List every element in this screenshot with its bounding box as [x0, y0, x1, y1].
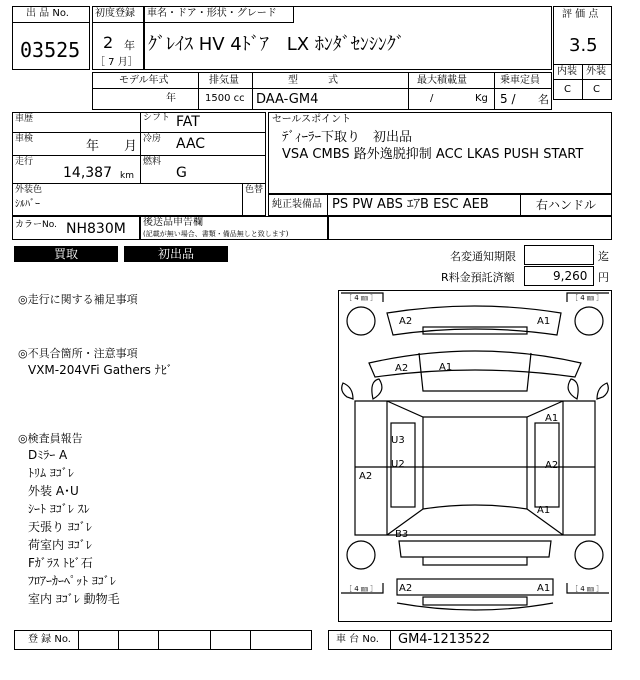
details-block: [12, 112, 266, 216]
docs-label: 後送品申告欄: [143, 217, 203, 228]
inspector-item: 室内 ﾖｺﾞﾚ 動物毛: [28, 592, 120, 606]
notice-label: 名変通知期限: [450, 250, 516, 263]
fuel-label: 燃料: [143, 157, 162, 167]
shift-label: シフト: [143, 113, 171, 123]
chassis-number: GM4-1213522: [398, 632, 491, 647]
inspector-item: ﾄﾘﾑ ﾖｺﾞﾚ: [28, 466, 74, 480]
car-name: ｸﾞﾚｲｽ HV 4ﾄﾞｱ LX ﾎﾝﾀﾞｾﾝｼﾝｸﾞ: [148, 34, 405, 55]
defects-line: VXM-204VFi Gathers ﾅﾋﾞ: [28, 363, 173, 377]
max-load-label: 最大積載量: [417, 75, 467, 86]
damage-mark: A2: [545, 460, 559, 471]
tire-depth-rear-right: ［ 4 ㎜ ］: [571, 585, 604, 593]
damage-mark: A1: [537, 316, 551, 327]
damage-mark: A1: [537, 583, 551, 594]
first-reg-year: 2: [103, 33, 114, 52]
damage-mark: U2: [391, 459, 405, 470]
damage-mark: A2: [399, 583, 413, 594]
notice-box: [524, 245, 594, 265]
tire-depth-front-left: ［ 4 ㎜ ］: [345, 294, 378, 302]
mileage-value: 14,387: [63, 165, 112, 181]
chassis-label: 車 台 No.: [336, 634, 379, 645]
recycle-label: R料金預託済額: [441, 271, 515, 284]
inspector-item: 外装 A･U: [28, 484, 79, 498]
inspector-title: ◎検査員報告: [18, 432, 83, 445]
inspector-item: ｼｰﾄ ﾖｺﾞﾚ ｽﾚ: [28, 502, 90, 516]
history-label: 車歴: [15, 114, 34, 124]
first-reg-year-unit: 年: [124, 39, 135, 52]
defects-title: ◎不具合箇所・注意事項: [18, 347, 138, 360]
recycle-amount: 9,260: [553, 269, 588, 283]
car-diagram: [339, 291, 611, 621]
mileage-unit: km: [120, 171, 134, 181]
inspector-item: Dﾐﾗｰ A: [28, 448, 68, 462]
color-no: NH830M: [66, 221, 126, 237]
color-value: ｼﾙﾊﾞｰ: [15, 199, 40, 210]
equipment-list: PS PW ABS ｴｱB ESC AEB: [332, 197, 489, 212]
capacity-label: 乗車定員: [500, 75, 540, 86]
mileage-label: 走行: [15, 157, 34, 167]
tire-depth-front-right: ［ 4 ㎜ ］: [571, 294, 604, 302]
capacity-unit: 名: [538, 93, 549, 106]
inspector-item: ﾌﾛｱｰｶｰﾍﾟｯﾄ ﾖｺﾞﾚ: [28, 574, 116, 588]
sales-point-line2: VSA CMBS 路外逸脱抑制 ACC LKAS PUSH START: [282, 147, 584, 162]
tire-depth-rear-left: ［ 4 ㎜ ］: [345, 585, 378, 593]
capacity: 5 /: [500, 92, 516, 106]
damage-mark: U3: [391, 435, 405, 446]
inspection-year: 年: [86, 139, 100, 154]
max-load-slash: /: [430, 93, 434, 104]
inspector-item: 天張り ﾖｺﾞﾚ: [28, 520, 92, 534]
car-name-label: 車名・ドア・形状・グレード: [147, 8, 277, 19]
score-label: 評 価 点: [562, 9, 599, 20]
model-type-label: 型 式: [288, 75, 338, 86]
ac-label: 冷房: [143, 134, 162, 144]
exterior-score: C: [593, 84, 600, 95]
docs-blank-cell: [328, 216, 612, 240]
steering-side: 右ハンドル: [536, 198, 597, 212]
damage-mark: A1: [537, 505, 551, 516]
model-code: DAA-GM4: [256, 92, 319, 107]
damage-mark: A2: [399, 316, 413, 327]
color-label: 外装色: [15, 185, 43, 195]
displacement-label: 排気量: [209, 75, 239, 86]
ac-value: AAC: [176, 136, 206, 152]
damage-mark: A2: [359, 471, 373, 482]
damage-mark: A1: [439, 362, 453, 373]
model-year-unit: 年: [166, 93, 176, 104]
docs-note: (記載が無い場合、書類・備品無しと致します): [143, 230, 289, 238]
color-no-label: カラーNo.: [15, 220, 57, 230]
badge-buyout: 買取: [14, 246, 118, 262]
inspection-month: 月: [124, 139, 138, 154]
driving-notes-title: ◎走行に関する補足事項: [18, 293, 138, 306]
inspector-item: Fｶﾞﾗｽ ﾄﾋﾞ石: [28, 556, 93, 570]
lot-label: 出 品 No.: [26, 8, 69, 19]
equipment-label: 純正装備品: [272, 199, 322, 210]
interior-label: 内装: [557, 66, 577, 77]
max-load-unit: Kg: [475, 93, 488, 104]
inspection-label: 車検: [15, 134, 34, 144]
registration-label: 登 録 No.: [28, 634, 71, 645]
score-value: 3.5: [569, 35, 598, 56]
first-reg-month: ［ 7 月］: [95, 57, 138, 68]
model-year-label: モデル年式: [119, 75, 169, 86]
badge-first-listing: 初出品: [124, 246, 228, 262]
interior-score: C: [564, 84, 571, 95]
recycle-unit: 円: [598, 271, 609, 284]
sales-point-line1: ﾃﾞｨｰﾗｰ下取り 初出品: [282, 130, 413, 145]
displacement: 1500 cc: [205, 93, 245, 104]
color-change-label: 色替: [245, 185, 264, 195]
exterior-label: 外装: [586, 66, 606, 77]
sales-point-title: セールスポイント: [272, 114, 352, 125]
notice-unit: 迄: [598, 250, 609, 263]
inspector-item: 荷室内 ﾖｺﾞﾚ: [28, 538, 92, 552]
shift-value: FAT: [176, 114, 200, 130]
lot-number: 03525: [20, 38, 81, 62]
first-reg-label: 初度登録: [95, 8, 135, 19]
damage-mark: A2: [395, 363, 409, 374]
fuel-value: G: [176, 165, 187, 181]
car-diagram-box: [338, 290, 612, 622]
damage-mark: B3: [395, 529, 409, 540]
damage-mark: A1: [545, 413, 559, 424]
